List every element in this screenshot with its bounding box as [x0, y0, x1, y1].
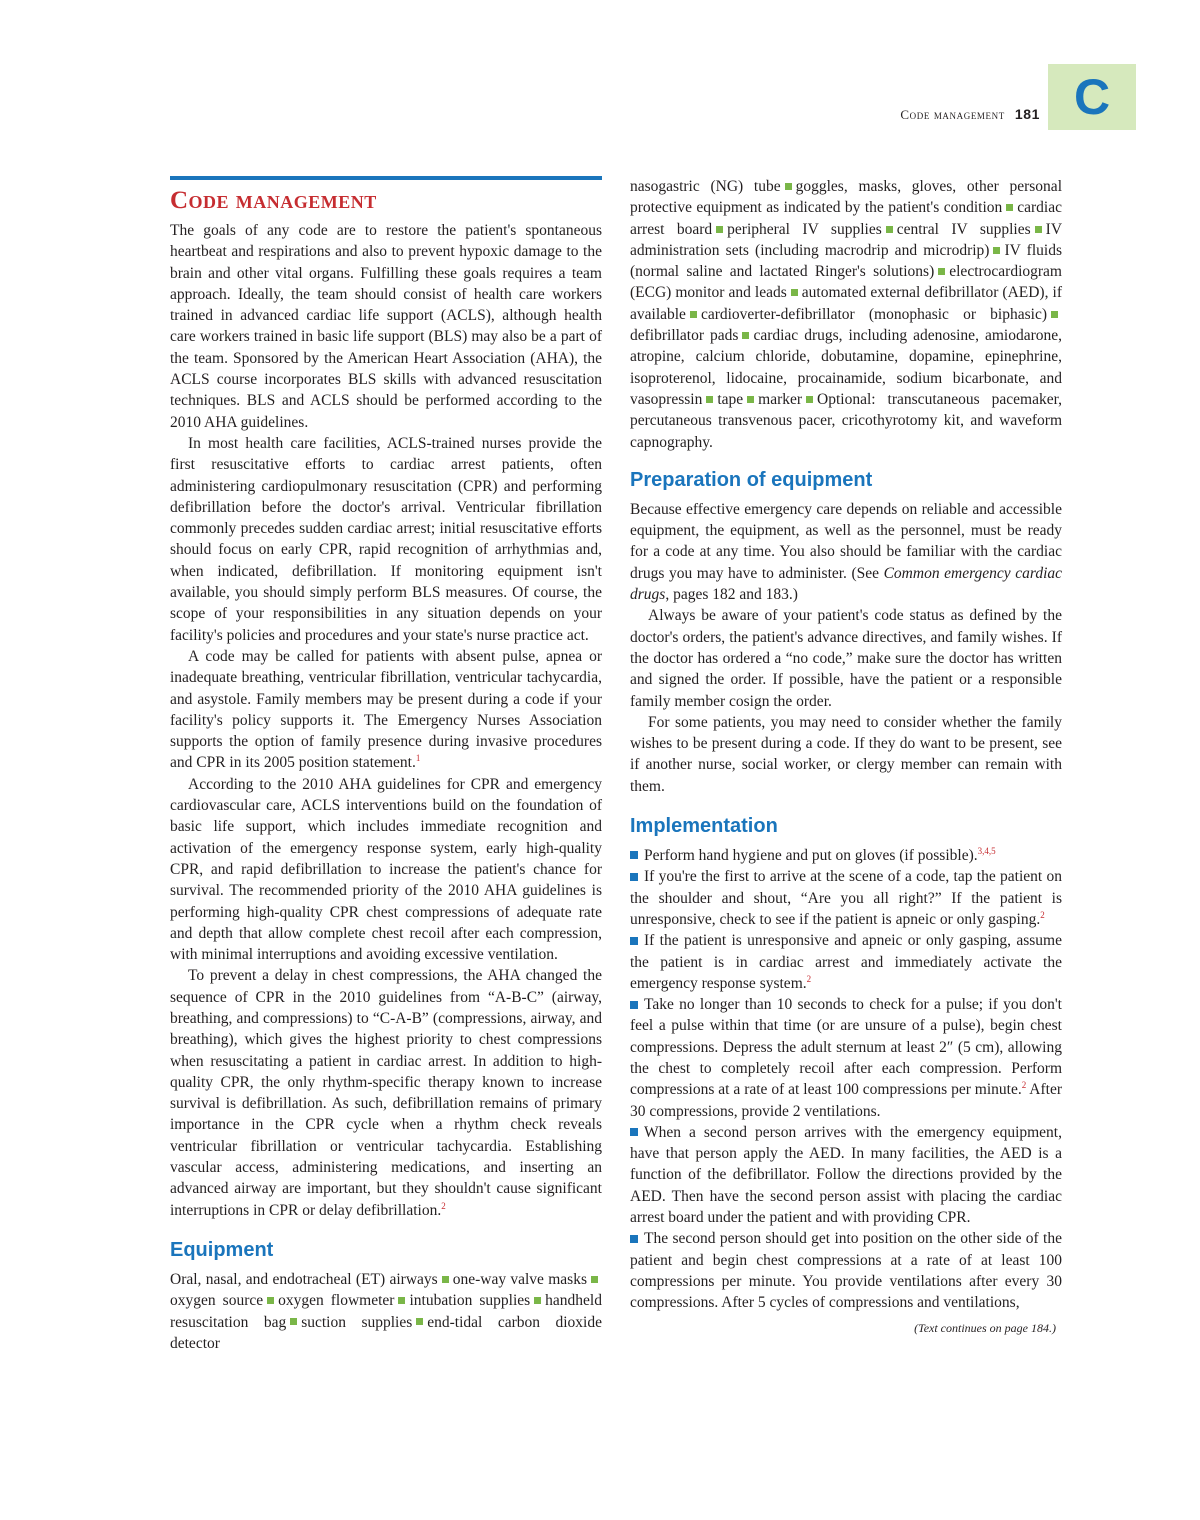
list-separator-icon [886, 226, 893, 233]
running-title: Code management [900, 107, 1005, 122]
reference-marker: 2 [1040, 909, 1045, 920]
implementation-list [630, 845, 1062, 1314]
list-separator-icon [442, 1276, 449, 1283]
list-separator-icon [791, 289, 798, 296]
intro-paragraph-1: The goals of any code are to restore the patient's spontaneous heartbeat and respirations and also to prevent hypoxic damage to the brain and other vital organs. Fulfilling these goals requires a team approach. Ideally, the team should consist of health care workers trained in advanced cardiac life support (ACLS), although health care workers trained in basic life support (BLS) may also be a part of the team. Sponsored by the American Heart Association (AHA), the ACLS course incorporates BLS skills with advanced resuscitation techniques. BLS and ACLS should be performed according to the 2010 AHA guidelines. [170, 222, 602, 431]
list-separator-icon [534, 1297, 541, 1304]
equipment-item: IV fluids (normal saline and lactated Ringer's solutions) [630, 241, 1062, 281]
list-separator-icon [716, 226, 723, 233]
equipment-item: defibrillator pads [630, 327, 739, 345]
equipment-item: marker [758, 390, 803, 408]
section-tab: C [1048, 64, 1136, 130]
implementation-heading: Implementation [630, 815, 778, 838]
reference-marker: 2 [806, 973, 812, 984]
list-separator-icon [398, 1297, 405, 1304]
implementation-item [630, 930, 1062, 994]
implementation-item-text: When a second person arrives with the emergency equipment, have that person apply the AED. In many facilities, the AED is a function of the defibrillator. Follow the directions provided by the AED. Then have the second person assist with placing the cardiac arrest board under the patient and with providing CPR. [630, 1123, 1062, 1227]
list-separator-icon [706, 396, 713, 403]
equipment-item: IV administration sets (including macrodrip and microdrip) [630, 220, 1063, 259]
intro-paragraph-3-text: A code may be called for patients with absent pulse, apnea or inadequate breathing, ventricular fibrillation, ventricular tachycardia, and asystole. Family members may be present during a code if your facility's policy supports it. The Emergency Nurses Association supports the option of family presence during invasive procedures and CPR in its 2005 position statement. [170, 647, 602, 772]
intro-paragraph-5 [170, 965, 602, 1221]
equipment-item: end-tidal carbon dioxide detector [170, 1313, 602, 1352]
implementation-item-text: If you're the first to arrive at the scene of a code, tap the patient on the shoulder and shout, “Are you all right?” If the patient is unresponsive, check to see if the patient is apneic or only gasping. [630, 868, 1062, 928]
list-separator-icon [690, 311, 697, 318]
equipment-item: handheld resuscitation bag [170, 1292, 602, 1331]
list-separator-icon [806, 396, 813, 403]
list-separator-icon [416, 1318, 423, 1325]
list-separator-icon [993, 247, 1000, 254]
intro-paragraph-2: In most health care facilities, ACLS-trained nurses provide the first resuscitative efforts to cardiac arrest patients, often administering cardiopulmonary resuscitation (CPR) and performing defibrillation before the doctor's arrival. Ventricular fibrillation commonly precedes sudden cardiac arrest; initial resuscitative efforts should focus on early CPR, rapid recognition of arrhythmias and, when indicated, defibrillation. If monitoring equipment isn't available, you should simply perform BLS measures. Of course, the scope of your responsibilities in any situation depends on your facility's policies and procedures and your state's nurse practice act. [170, 434, 602, 644]
preparation-text: Because effective emergency care depends on reliable and accessible equipment, the equipment, as well as the personnel, must be ready for a code at any time. You also should be familiar with the cardiac drugs you may have to administer. (See [630, 500, 1062, 582]
reference-marker: 2 [441, 1200, 446, 1211]
implementation-item [630, 1228, 1062, 1313]
equipment-item: cardiac drugs, including adenosine, amiodarone, atropine, calcium chloride, dobutamine, dopamine, epinephrine, isoproterenol, lidocaine, procainamide, sodium bicarbonate, and vasopressin [630, 327, 1062, 408]
list-separator-icon [1006, 204, 1013, 211]
list-separator-icon [1051, 311, 1058, 318]
bullet-square-icon [630, 851, 638, 859]
left-column [170, 176, 602, 1354]
equipment-item: tape [717, 390, 744, 408]
preparation-text-after: , pages 182 and 183.) [665, 586, 798, 604]
equipment-item: electrocardiogram (ECG) monitor and leads [630, 263, 1062, 302]
preparation-paragraph-1 [630, 499, 1062, 605]
intro-paragraph-3 [170, 646, 602, 774]
equipment-item: intubation supplies [409, 1292, 531, 1310]
bullet-square-icon [630, 937, 638, 945]
equipment-item: peripheral IV supplies [727, 220, 882, 238]
preparation-paragraph-3: For some patients, you may need to consider whether the family wishes to be present during a code. If they do want to be present, see if another nurse, social worker, or clergy member can remain with them. [630, 713, 1062, 795]
equipment-list-part-1 [170, 1269, 602, 1354]
running-head [840, 106, 1040, 123]
continued-note: (Text continues on page 184.) [914, 1320, 1056, 1335]
list-separator-icon [591, 1276, 598, 1283]
equipment-heading: Equipment [170, 1238, 274, 1261]
implementation-item-text: The second person should get into position on the other side of the patient and begin chest compressions at a rate of at least 100 compressions per minute. You provide ventilations after every 30 compressions. After 5 cycles of compressions and ventilations, [630, 1230, 1062, 1312]
implementation-item [630, 845, 1062, 866]
list-separator-icon [290, 1318, 297, 1325]
equipment-item: nasogastric (NG) tube [630, 178, 781, 195]
intro-paragraph-4: According to the 2010 AHA guidelines for CPR and emergency cardiovascular care, ACLS interventions build on the foundation of basic life support, which includes immediate recognition and activation of the emergency response system, early high-quality CPR, and rapid defibrillation to increase the patient's chance for survival. The recommended priority of the 2010 AHA guidelines is performing high-quality CPR chest compressions of adequate rate and depth that allow complete chest recoil after each compression, with minimal interruptions and avoiding excessive ventilation. [170, 775, 602, 964]
implementation-item [630, 866, 1062, 930]
reference-marker: 2 [1021, 1080, 1027, 1091]
implementation-item-text: Take no longer than 10 seconds to check for a pulse; if you don't feel a pulse within that time (or are unsure of a pulse), begin chest compressions. Depress the adult sternum at least 2″ (5 cm), allowing the chest to completely recoil after each compression. Perform compressions at a rate of at least 100 compressions per minute. [630, 996, 1062, 1099]
equipment-item: one-way valve masks [452, 1270, 587, 1288]
preparation-heading: Preparation of equipment [630, 468, 873, 491]
title-rule [170, 176, 602, 180]
equipment-item: Optional: transcutaneous pacemaker, percutaneous transvenous pacer, cricothyrotomy kit, and waveform capnography. [630, 390, 1062, 451]
implementation-item-text: Perform hand hygiene and put on gloves (if possible). [644, 847, 978, 865]
bullet-square-icon [630, 1128, 638, 1136]
implementation-item [630, 994, 1062, 1122]
article-title: Code management [170, 187, 377, 214]
equipment-item: goggles, masks, gloves, other personal protective equipment as indicated by the patient's condition [630, 178, 1062, 217]
list-separator-icon [1035, 226, 1042, 233]
implementation-item-text-after: After 30 compressions, provide 2 ventilations. [630, 1081, 1062, 1120]
equipment-item: cardiac arrest board [630, 199, 1062, 238]
preparation-paragraph-2: Always be aware of your patient's code status as defined by the doctor's orders, the patient's advance directives, and family wishes. If the doctor has ordered a “no code,” make sure the doctor has written and signed the order. If possible, have the patient or a responsible family member cosign the order. [630, 607, 1062, 710]
equipment-item: automated external defibrillator (AED), if available [630, 284, 1062, 323]
equipment-item: central IV supplies [896, 220, 1031, 238]
reference-marker: 1 [415, 753, 421, 764]
list-separator-icon [785, 183, 792, 190]
implementation-item [630, 1122, 1062, 1228]
cross-reference-link: Common emergency cardiac drugs [630, 564, 1063, 604]
right-column [630, 176, 1062, 1339]
page-number: 181 [1014, 106, 1040, 122]
list-separator-icon [747, 396, 754, 403]
reference-marker: 3,4,5 [977, 845, 996, 856]
equipment-item: Oral, nasal, and endotracheal (ET) airways [170, 1270, 438, 1288]
bullet-square-icon [630, 873, 638, 881]
equipment-item: suction supplies [301, 1313, 413, 1331]
equipment-list-part-2 [630, 176, 1062, 453]
equipment-item: cardioverter-defibrillator (monophasic or biphasic) [700, 305, 1047, 323]
bullet-square-icon [630, 1001, 638, 1009]
list-separator-icon [267, 1297, 274, 1304]
list-separator-icon [938, 268, 945, 275]
list-separator-icon [742, 332, 749, 339]
equipment-item: oxygen source [170, 1292, 264, 1310]
intro-paragraph-5-text: To prevent a delay in chest compressions, the AHA changed the sequence of CPR in the 2010 guidelines from “A-B-C” (airway, breathing, and compressions) to “C-A-B” (compressions, airway, and breathing), which gives the highest priority to chest compressions when resuscitating a patient in cardiac arrest. In addition to high-quality CPR, the only rhythm-specific therapy known to increase survival is defibrillation. As such, defibrillation remains of primary importance in the CPR cycle when a rhythm check reveals ventricular fibrillation or ventricular tachycardia. Establishing vascular access, administering medications, and inserting an advanced airway are important, but they shouldn't cause significant interruptions in CPR or delay defibrillation. [170, 967, 602, 1219]
equipment-item: oxygen flowmeter [278, 1292, 395, 1310]
implementation-item-text: If the patient is unresponsive and apneic or only gasping, assume the patient is in cardiac arrest and immediately activate the emergency response system. [630, 932, 1062, 992]
bullet-square-icon [630, 1235, 638, 1243]
